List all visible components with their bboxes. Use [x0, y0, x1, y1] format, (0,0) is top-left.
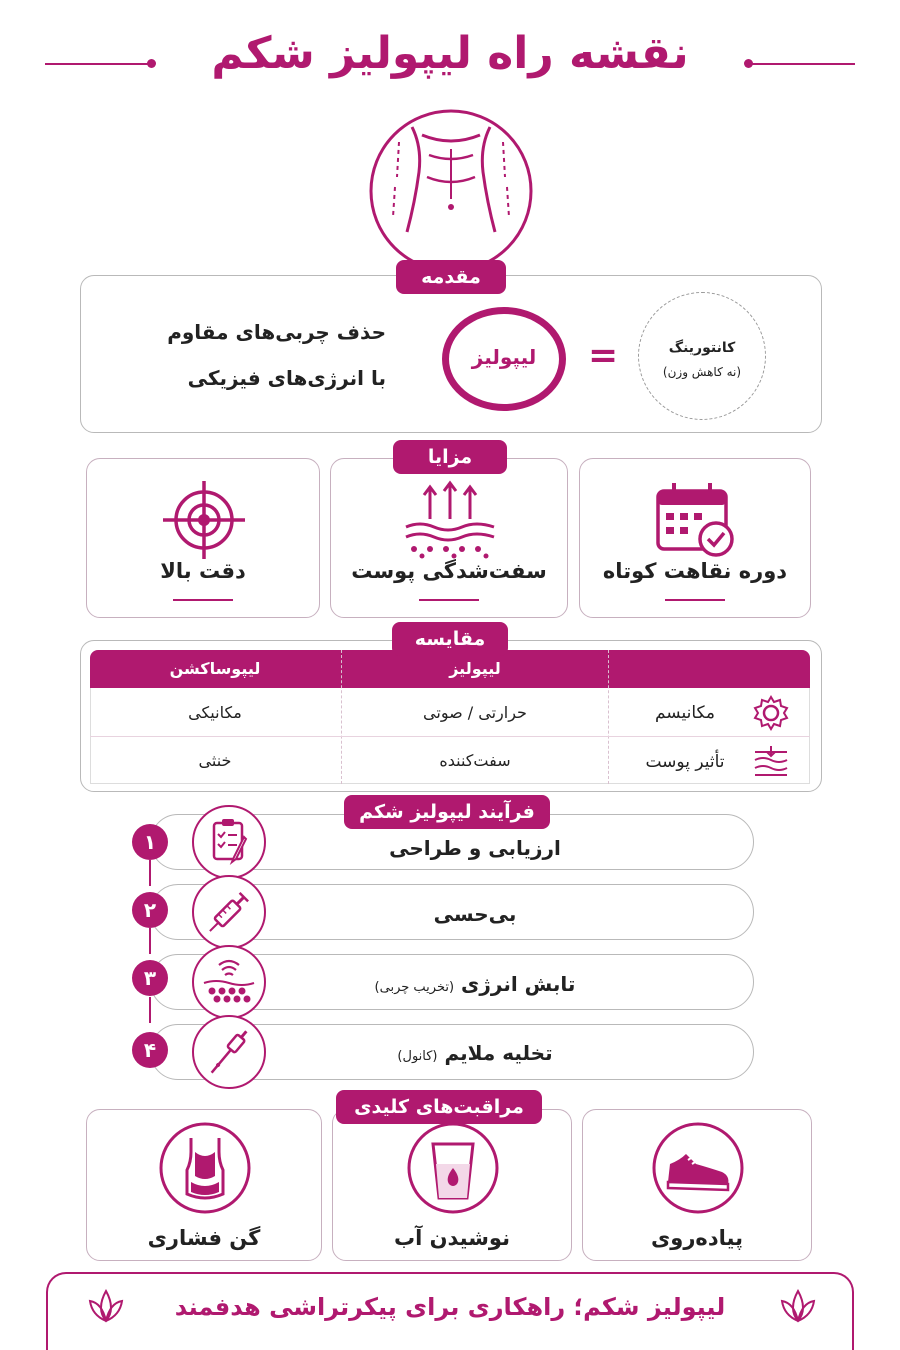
step-number: ۴	[132, 1032, 168, 1068]
page-title: نقشه راه لیپولیز شکم	[211, 28, 689, 79]
step-connector	[149, 860, 151, 886]
care-label-garment: گن فشاری	[147, 1226, 261, 1250]
care-section-label: مراقبت‌های کلیدی	[336, 1090, 542, 1124]
step-text	[290, 1041, 660, 1065]
leaf-icon	[778, 1285, 818, 1329]
step-title: تخلیه ملایم	[444, 1041, 553, 1065]
target-icon	[159, 481, 249, 563]
leaf-icon	[86, 1285, 126, 1329]
step-number: ۱	[132, 824, 168, 860]
row-label-mechanism: مکانیسم	[654, 703, 715, 723]
step-title: ارزیابی و طراحی	[389, 836, 561, 860]
footer-text: لیپولیز شکم؛ راهکاری برای پیکرتراشی هدفمند	[174, 1293, 726, 1321]
cell-lipolysis-mechanism: حرارتی / صوتی	[423, 703, 527, 722]
step-number: ۲	[132, 892, 168, 928]
care-label-water: نوشیدن آب	[394, 1226, 510, 1250]
compression-garment-icon	[157, 1120, 253, 1220]
syringe-icon	[192, 875, 266, 949]
title-line-left	[45, 63, 150, 65]
header-liposuction: لیپوساکشن	[169, 659, 261, 678]
contouring-title: کانتورینگ	[668, 340, 736, 356]
table-row-divider	[90, 736, 810, 737]
comparison-section-label: مقایسه	[392, 622, 508, 656]
benefit-card-recovery	[579, 458, 811, 618]
step-note: (کانول)	[397, 1049, 438, 1064]
step-connector	[149, 928, 151, 954]
benefit-underline	[173, 599, 233, 601]
title-line-right	[752, 63, 855, 65]
step-number: ۳	[132, 960, 168, 996]
intro-line2: با انرژی‌های فیزیکی	[187, 366, 386, 390]
step-connector	[149, 997, 151, 1023]
step-title: بی‌حسی	[433, 902, 517, 926]
sneaker-icon	[650, 1120, 746, 1220]
calendar-check-icon	[654, 481, 738, 563]
care-label-walking: پیاده‌روی	[651, 1226, 743, 1250]
gear-icon	[752, 694, 790, 736]
energy-waves-icon	[192, 945, 266, 1019]
intro-section-label: مقدمه	[396, 260, 506, 294]
row-label-skin-effect: تأثیر پوست	[645, 752, 725, 772]
intro-line1: حذف چربی‌های مقاوم	[167, 320, 386, 344]
care-card-walking	[582, 1109, 812, 1261]
title-dot-right	[744, 59, 753, 68]
water-glass-icon	[405, 1120, 501, 1220]
cell-liposuction-mechanism: مکانیکی	[188, 703, 242, 722]
skin-layers-icon	[400, 479, 500, 563]
title-dot-left	[147, 59, 156, 68]
benefit-label-precision: دقت بالا	[160, 559, 246, 583]
benefit-card-precision	[86, 458, 320, 618]
contouring-dashed-circle	[638, 292, 766, 420]
process-section-label: فرآیند لیپولیز شکم	[344, 795, 550, 829]
benefit-underline	[419, 599, 479, 601]
step-text	[290, 972, 660, 996]
table-divider-2	[608, 650, 609, 784]
step-note: (تخریب چربی)	[374, 980, 455, 995]
benefits-section-label: مزایا	[393, 440, 507, 474]
header-lipolysis: لیپولیز	[449, 659, 501, 678]
clipboard-icon	[192, 805, 266, 879]
benefit-label-skin: سفت‌شدگی پوست	[351, 559, 547, 583]
care-card-garment	[86, 1109, 322, 1261]
benefit-label-recovery: دوره نقاهت کوتاه	[602, 559, 788, 583]
lipolysis-circle-label: لیپولیز	[471, 345, 537, 369]
step-text	[290, 836, 660, 860]
step-text	[290, 902, 660, 926]
contouring-subtitle: (نه کاهش وزن)	[662, 365, 742, 379]
benefit-card-skin	[330, 458, 568, 618]
cannula-icon	[192, 1015, 266, 1089]
skin-effect-icon	[752, 744, 790, 784]
step-title: تابش انرژی	[461, 972, 576, 996]
benefit-underline	[665, 599, 725, 601]
cell-lipolysis-skin: سفت‌کننده	[439, 751, 511, 770]
care-card-water	[332, 1109, 572, 1261]
equals-sign: =	[588, 335, 619, 376]
cell-liposuction-skin: خنثی	[198, 751, 232, 770]
abdomen-icon	[367, 107, 535, 275]
